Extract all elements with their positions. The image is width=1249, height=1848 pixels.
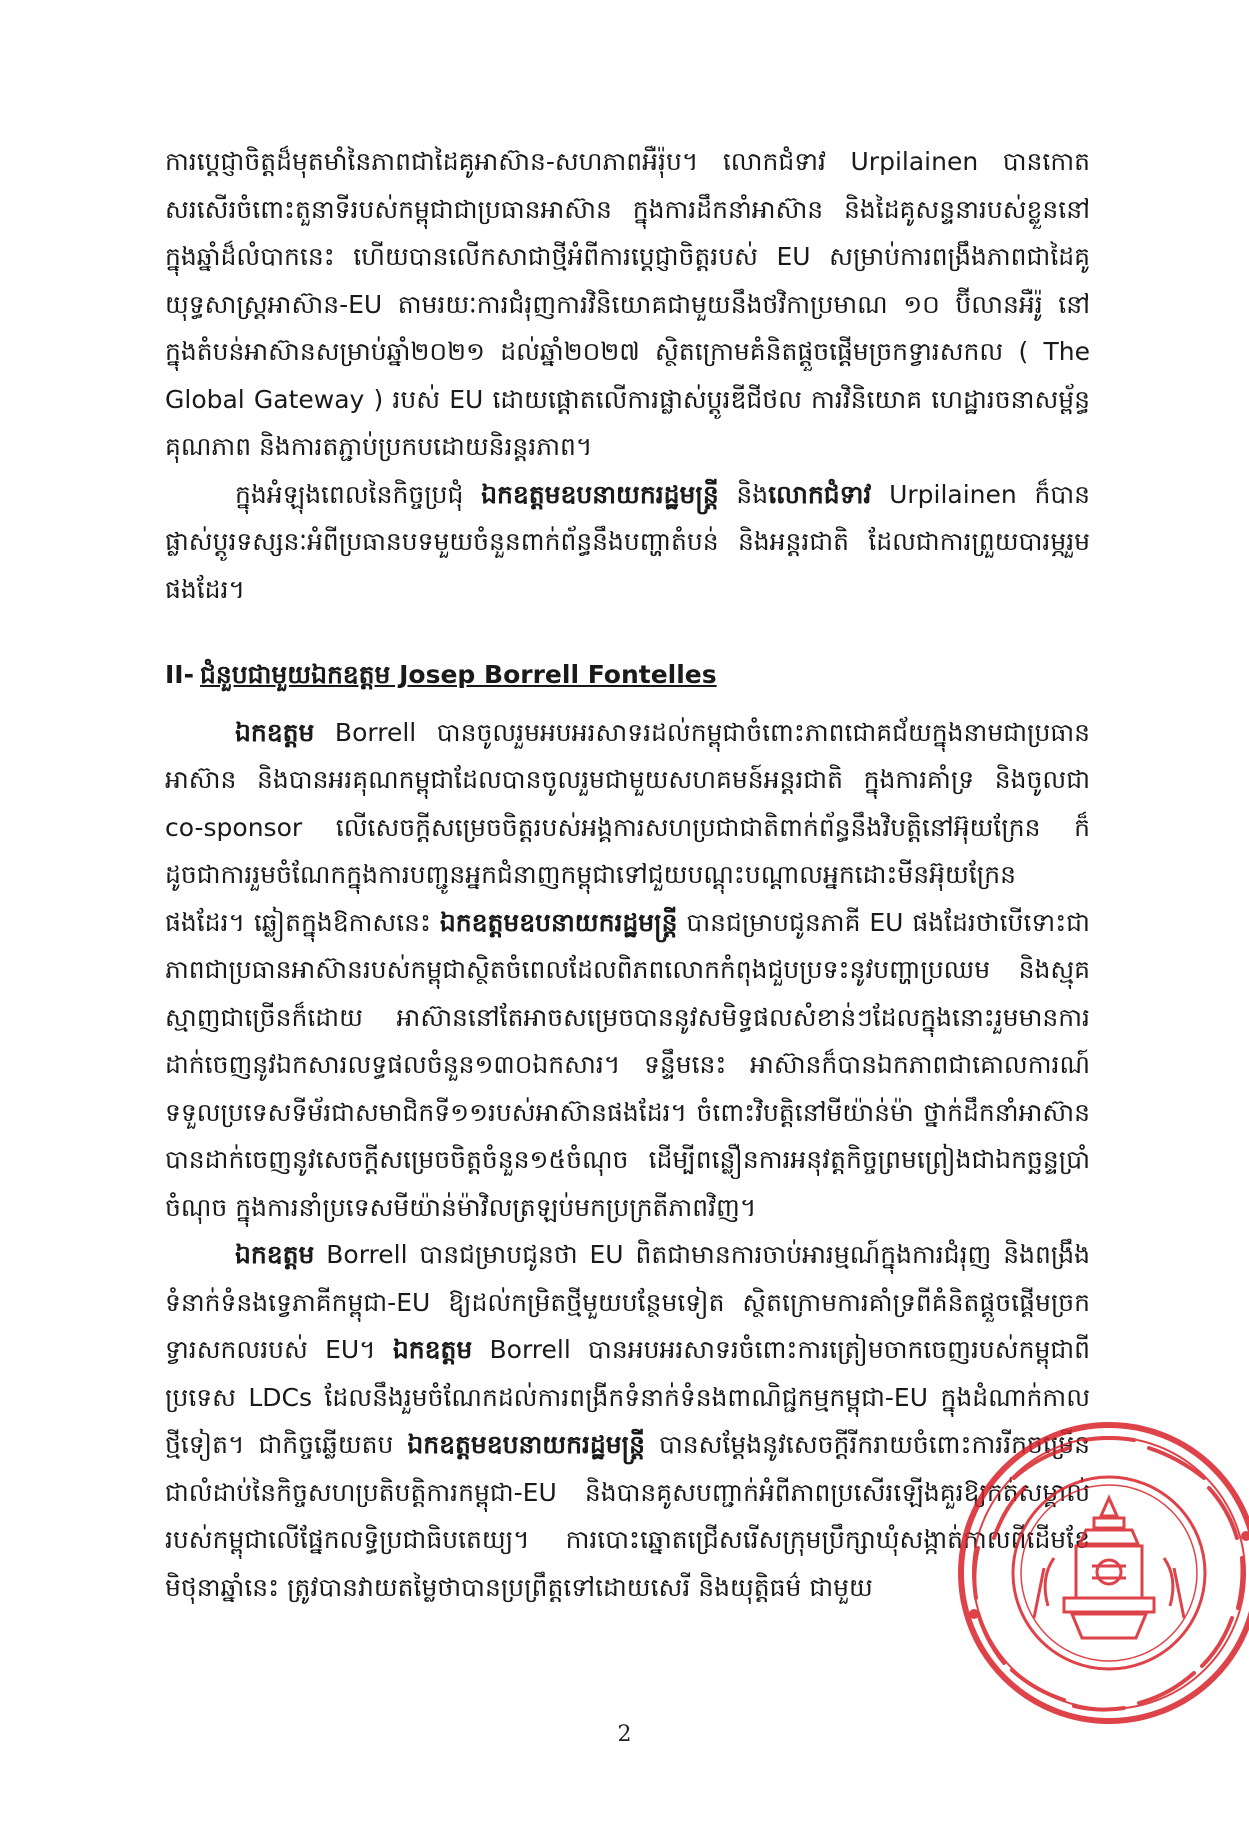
paragraph-4-bold-b: ឯកឧត្តម: [392, 1335, 473, 1364]
section-heading: [165, 651, 1090, 699]
paragraph-4-bold-a: ឯកឧត្តម: [235, 1240, 315, 1269]
official-seal-icon: [954, 1418, 1249, 1728]
paragraph-3: [165, 709, 1090, 1232]
paragraph-2-text-b: និង: [718, 479, 769, 509]
section-title: ជំនួបជាមួយឯកឧត្តម Josep Borrell Fontelles: [199, 660, 717, 689]
seal-graphic: [961, 1425, 1249, 1721]
paragraph-2: [165, 471, 1090, 614]
section-spacer: [165, 613, 1090, 637]
paragraph-3-text-a: Borrell បានចូលរួមអបអរសាទរដល់កម្ពុជាចំពោះភាពជោគជ័យក្នុងនាមជាប្រធានអាស៊ាន និងបានអរគុណកម្ពុជាដែលបានចូលរួមជាមួយសហគមន៍អន្តរជាតិ ក្នុងការគាំទ្រ និងចូលជា co-sponsor លើសេចក្តីសម្រេចចិត្តរបស់អង្គការសហប្រជាជាតិពាក់ព័ន្ធនឹងវិបត្តិនៅអ៊ុយក្រែន ក៏ដូចជាការរួមចំណែកក្នុងការបញ្ជូនអ្នកជំនាញកម្ពុជាទៅជួយបណ្តុះបណ្តាលអ្នកដោះមីនអ៊ុយក្រែនផងដែរ។ ឆ្លៀតក្នុងឱកាសនេះ: [165, 717, 1090, 937]
paragraph-2-bold-title: ឯកឧត្តមឧបនាយករដ្ឋមន្ត្រី: [481, 479, 719, 509]
paragraph-3-bold-b: ឯកឧត្តមឧបនាយករដ្ឋមន្ត្រី: [439, 907, 678, 937]
page-number: 2: [617, 1722, 632, 1747]
paragraph-2-bold-title-2: លោកជំទាវ: [768, 479, 872, 509]
paragraph-3-text-b: បានជម្រាបជូនភាគី EU ផងដែរថាបើទោះជាភាពជាប្រធានអាស៊ានរបស់កម្ពុជាស្ថិតចំពេលដែលពិភពលោកកំពុងជួបប្រទះនូវបញ្ហាប្រឈម និងស្មុគស្មាញជាច្រើនក៏ដោយ អាស៊ាននៅតែអាចសម្រេចបាននូវសមិទ្ធផលសំខាន់ៗដែលក្នុងនោះរួមមានការដាក់ចេញនូវឯកសារលទ្ធផលចំនួន១៣០ឯកសារ។ ទន្ទឹមនេះ អាស៊ានក៏បានឯកភាពជាគោលការណ៍ទទួលប្រទេសទីម័រជាសមាជិកទី១១របស់អាស៊ានផងដែរ។ ចំពោះវិបត្តិនៅមីយ៉ាន់ម៉ា ថ្នាក់ដឹកនាំអាស៊ានបានដាក់ចេញនូវសេចក្តីសម្រេចចិត្តចំនួន១៥ចំណុច ដើម្បីពន្លឿនការអនុវត្តកិច្ចព្រមព្រៀងជាឯកច្ឆន្ទប្រាំចំណុច ក្នុងការនាំប្រទេសមីយ៉ាន់ម៉ាវិលត្រឡប់មកប្រក្រតីភាពវិញ។: [165, 907, 1090, 1222]
paragraph-4-text-c: បានសម្តែងនូវសេចក្តីរីករាយចំពោះការរីកចម្រើនជាលំដាប់នៃកិច្ចសហប្រតិបត្តិការកម្ពុជា-EU និងបានគូសបញ្ជាក់អំពីភាពប្រសើរឡើងគួរឱ្យកត់សម្គាល់របស់កម្ពុជាលើផ្នែកលទ្ធិប្រជាធិបតេយ្យ។ ការបោះឆ្នោតជ្រើសរើសក្រុមប្រឹក្សាឃុំសង្កាត់កាលពីដើមខែមិថុនាឆ្នាំនេះ ត្រូវបានវាយតម្លៃថាបានប្រព្រឹត្តទៅដោយសេរី និងយុត្តិធម៌ ជាមួយ: [165, 1430, 1090, 1602]
paragraph-2-text-a: ក្នុងអំឡុងពេលនៃកិច្ចប្រជុំ: [235, 479, 482, 509]
seal-emblem: [1034, 1498, 1184, 1638]
paragraph-1: [165, 138, 1090, 471]
document-body: [165, 138, 1090, 1611]
paragraph-3-bold-a: ឯកឧត្តម: [235, 717, 315, 747]
section-number: II-: [165, 660, 194, 689]
paragraph-2-text-c: Urpilainen ក៏បានផ្លាស់ប្តូរទស្សនៈអំពីប្រធានបទមួយចំនួនពាក់ព័ន្ធនឹងបញ្ហាតំបន់ និងអន្តរជាតិ ដែលជាការព្រួយបារម្ភរួមផងដែរ។: [165, 479, 1091, 604]
paragraph-4-text-b: Borrell បានអបអរសាទរចំពោះការត្រៀមចាកចេញរបស់កម្ពុជាពីប្រទេស LDCs ដែលនឹងរួមចំណែកដល់ការពង្រីកទំនាក់ទំនងពាណិជ្ជកម្មកម្ពុជា-EU ក្នុងដំណាក់កាលថ្មីទៀត។ ជាកិច្ចឆ្លើយតប: [165, 1335, 1091, 1459]
paragraph-4-bold-c: ឯកឧត្តមឧបនាយករដ្ឋមន្ត្រី: [407, 1430, 645, 1459]
paragraph-4-text-a: Borrell បានជម្រាបជូនថា EU ពិតជាមានការចាប់អារម្មណ៍ក្នុងការជំរុញ និងពង្រឹងទំនាក់ទំនងទ្វេភាគីកម្ពុជា-EU ឱ្យដល់កម្រិតថ្មីមួយបន្ថែមទៀត ស្ថិតក្រោមការគាំទ្រពីគំនិតផ្តួចផ្តើមច្រកទ្វារសកលរបស់ EU។: [165, 1240, 1090, 1364]
paragraph-4: [165, 1231, 1090, 1611]
paragraph-1-text: ការប្តេជ្ញាចិត្តដ៏មុតមាំនៃភាពជាដៃគូអាស៊ាន-សហភាពអឺរ៉ុប។ លោកជំទាវ Urpilainen បានកោតសរសើរចំពោះតួនាទីរបស់កម្ពុជាជាប្រធានអាស៊ាន ក្នុងការដឹកនាំអាស៊ាន និងដៃគូសន្ទនារបស់ខ្លួននៅក្នុងឆ្នាំដ៏លំបាកនេះ ហើយបានលើកសាជាថ្មីអំពីការប្តេជ្ញាចិត្តរបស់ EU សម្រាប់ការពង្រឹងភាពជាដៃគូយុទ្ធសាស្ត្រអាស៊ាន-EU តាមរយៈការជំរុញការវិនិយោគជាមួយនឹងថវិកាប្រមាណ ១០ ប៊ីលានអឺរ៉ូ នៅក្នុងតំបន់អាស៊ានសម្រាប់ឆ្នាំ២០២១ ដល់ឆ្នាំ២០២៧ ស្ថិតក្រោមគំនិតផ្តួចផ្តើមច្រកទ្វារសកល ( The Global Gateway ) របស់ EU ដោយផ្តោតលើការផ្លាស់ប្តូរឌីជីថល ការវិនិយោគ ហេដ្ឋារចនាសម្ព័ន្ធគុណភាព និងការតភ្ជាប់ប្រកបដោយនិរន្តរភាព។: [165, 147, 1090, 461]
